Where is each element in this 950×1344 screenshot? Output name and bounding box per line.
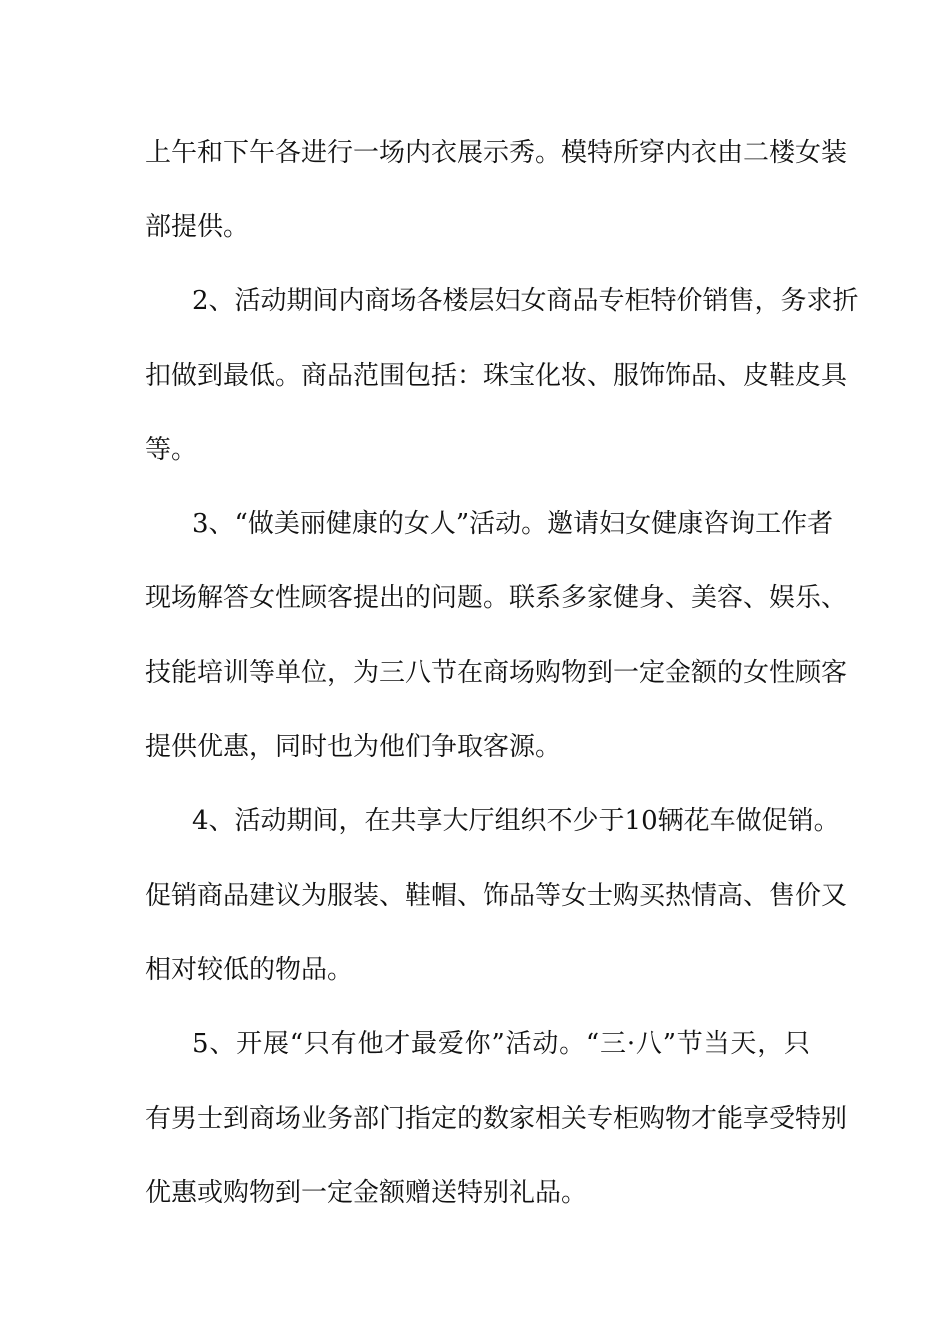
- text-line: 部提供。: [145, 212, 250, 242]
- text-line: 相对较低的物品。: [145, 955, 354, 985]
- text-line: 技能培训等单位，为三八节在商场购物到一定金额的女性顾客: [145, 658, 848, 688]
- text-line: 提供优惠，同时也为他们争取客源。: [145, 732, 562, 762]
- text-line: 3、“做美丽健康的女人”活动。邀请妇女健康咨询工作者: [192, 509, 834, 539]
- text-line: 扣做到最低。商品范围包括：珠宝化妆、服饰饰品、皮鞋皮具: [145, 361, 848, 391]
- text-line: 2、活动期间内商场各楼层妇女商品专柜特价销售，务求折: [192, 286, 859, 316]
- text-line: 有男士到商场业务部门指定的数家相关专柜购物才能享受特别: [145, 1104, 848, 1134]
- text-line: 4、活动期间，在共享大厅组织不少于10辆花车做促销。: [192, 806, 840, 836]
- text-line: 促销商品建议为服装、鞋帽、饰品等女士购买热情高、售价又: [145, 881, 848, 911]
- text-line: 上午和下午各进行一场内衣展示秀。模特所穿内衣由二楼女装: [145, 138, 848, 168]
- text-line: 现场解答女性顾客提出的问题。联系多家健身、美容、娱乐、: [145, 583, 848, 613]
- text-line: 等。: [145, 435, 198, 465]
- text-line: 优惠或购物到一定金额赠送特别礼品。: [145, 1178, 588, 1208]
- text-line: 5、开展“只有他才最爱你”活动。“三·八”节当天，只: [192, 1029, 810, 1059]
